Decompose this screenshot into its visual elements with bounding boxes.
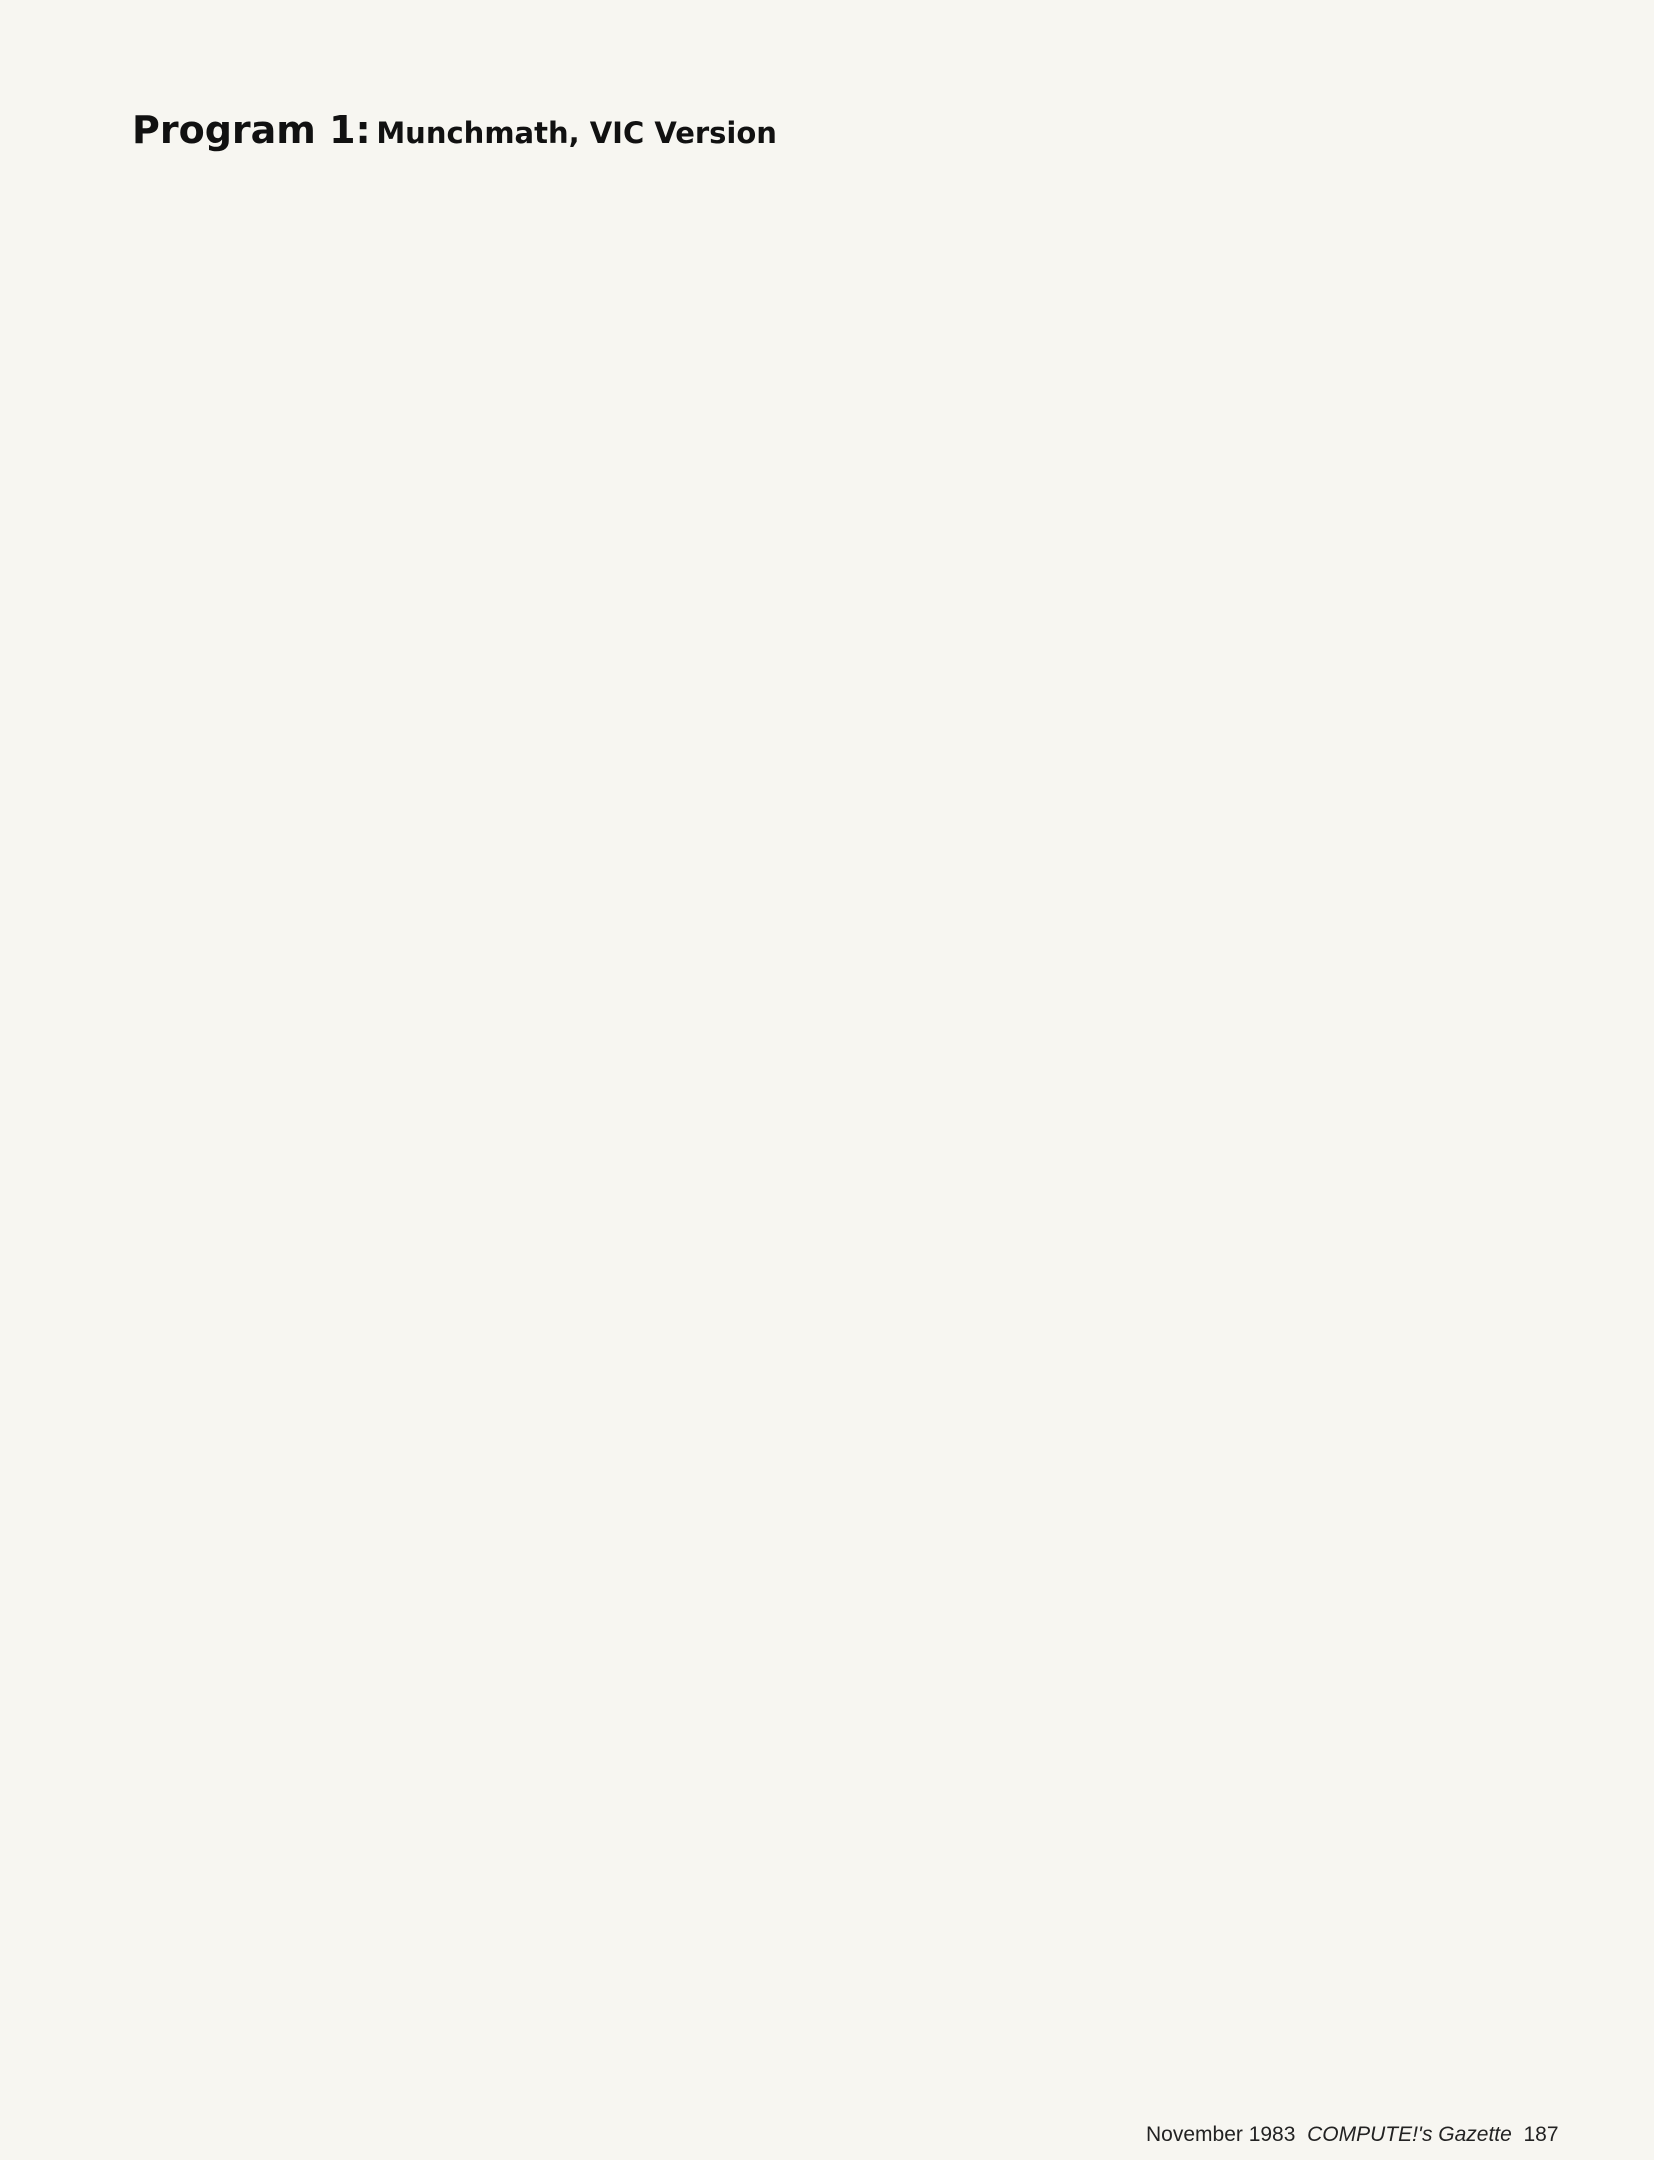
page-number: 187 (1523, 2123, 1559, 2146)
page-footer (1146, 2123, 1559, 2147)
program-label: Program 1: (132, 108, 371, 152)
issue-date: November 1983 (1146, 2123, 1296, 2146)
program-subtitle: Munchmath, VIC Version (376, 116, 777, 150)
program-title (132, 108, 777, 152)
magazine-name: COMPUTE!'s Gazette (1307, 2123, 1512, 2146)
